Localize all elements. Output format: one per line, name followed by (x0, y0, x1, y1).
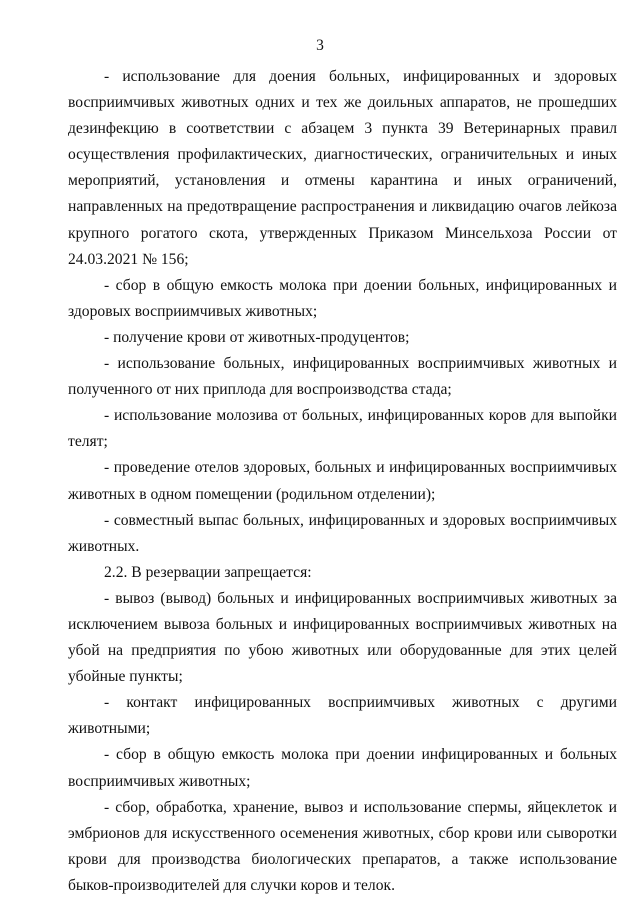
paragraph-calving-room: - проведение отелов здоровых, больных и инфицированных восприимчивых животных в одном помещении (родильном отделении); (68, 459, 617, 503)
paragraph-common-milk-container: - сбор в общую емкость молока при доении больных, инфицированных и здоровых восприимчивых животных; (68, 276, 617, 320)
section-heading-2-2: 2.2. В резервации запрещается: (104, 563, 312, 581)
paragraph-colostrum-use: - использование молозива от больных, инфицированных коров для выпойки телят; (68, 407, 617, 451)
paragraph-breeding-use: - использование больных, инфицированных восприимчивых животных и полученного от них приплода для воспроизводства стада; (68, 355, 617, 399)
paragraph-milking-equipment: - использование для доения больных, инфицированных и здоровых восприимчивых животных одних и тех же доильных аппаратов, не прошедших дезинфекцию в соответствии с абзацем 3 пункта 39 Ветеринарных правил осуществления профилактических, диагностических, ограничительных и иных мероприятий, установления и отмены карантина и иных ограничений, направленных на предотвращение распространения и ликвидацию очагов лейкоза крупного рогатого скота, утвержденных Приказом Минсельхоза России от 24.03.2021 № 156; (68, 68, 617, 268)
paragraph-semen-embryo-handling: - сбор, обработка, хранение, вывоз и использование спермы, яйцеклеток и эмбрионов для искусственного осеменения животных, сбор крови или сыворотки крови для производства биологических препаратов, а также использование быков-производителей для случки коров и телок. (68, 798, 617, 894)
paragraph-animal-contact: - контакт инфицированных восприимчивых животных с другими животными; (68, 694, 617, 738)
paragraph-milk-collection-infected: - сбор в общую емкость молока при доении инфицированных и больных восприимчивых животных; (68, 746, 617, 790)
paragraph-blood-from-producers: - получение крови от животных-продуцентов; (104, 328, 410, 346)
paragraph-removal-of-animals: - вывоз (вывод) больных и инфицированных восприимчивых животных за исключением вывоза больных и инфицированных восприимчивых животных на убой на предприятия по убою животных или оборудованные для этих целей убойные пункты; (68, 589, 617, 686)
page-number: 3 (316, 37, 324, 54)
paragraph-joint-grazing: - совместный выпас больных, инфицированных и здоровых восприимчивых животных. (68, 511, 617, 555)
document-body (68, 64, 617, 899)
